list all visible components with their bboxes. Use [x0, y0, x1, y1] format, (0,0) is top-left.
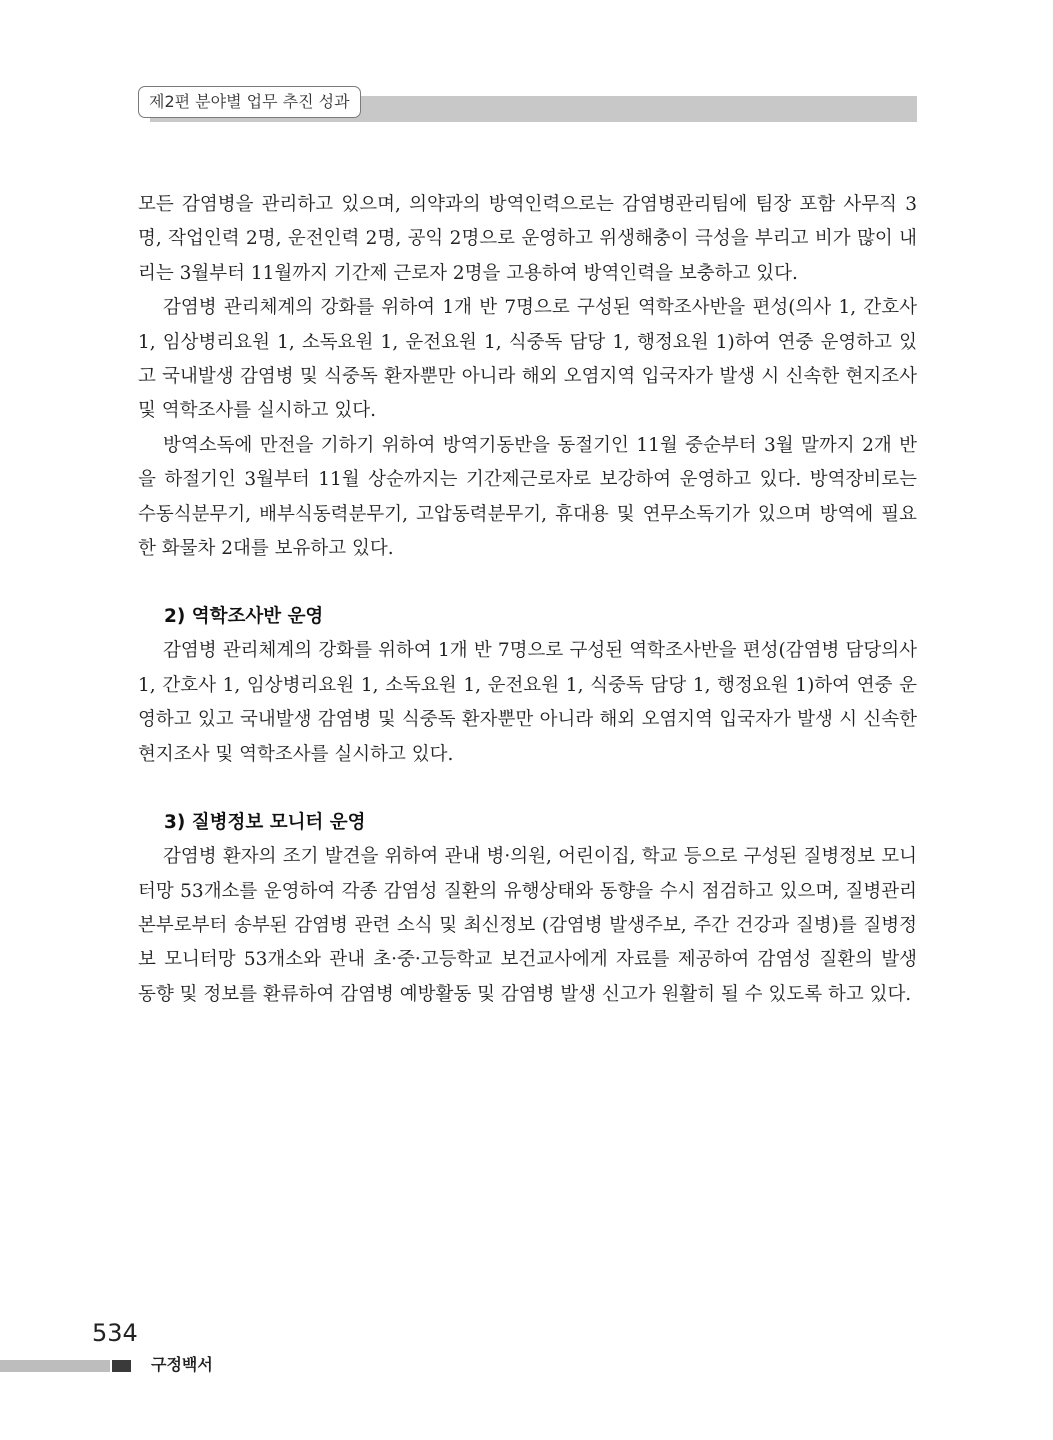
paragraph-4: 감염병 관리체계의 강화를 위하여 1개 반 7명으로 구성된 역학조사반을 편성(감염병 담당의사 1, 간호사 1, 임상병리요원 1, 소독요원 1, 운전요원 1, 식중독 담당 1, 행정요원 1)하여 연중 운영하고 있고 국내발생 감염병 및 식중독 환자뿐만 아니라 해외 오염지역 입국자가 발생 시 신속한 현지조사 및 역학조사를 실시하고 있다.: [138, 640, 917, 765]
paragraph-1: 모든 감염병을 관리하고 있으며, 의약과의 방역인력으로는 감염병관리팀에 팀장 포함 사무직 3명, 작업인력 2명, 운전인력 2명, 공익 2명으로 운영하고 위생해충이 극성을 부리고 비가 많이 내리는 3월부터 11월까지 기간제 근로자 2명을 고용하여 방역인력을 보충하고 있다.: [138, 194, 917, 284]
section-heading-3: 3) 질병정보 모니터 운영: [164, 812, 366, 834]
paragraph-5: 감염병 환자의 조기 발견을 위하여 관내 병·의원, 어린이집, 학교 등으로 구성된 질병정보 모니터망 53개소를 운영하여 각종 감염성 질환의 유행상태와 동향을 수시 점검하고 있으며, 질병관리본부로부터 송부된 감염병 관련 소식 및 최신정보 (감염병 발생주보, 주간 건강과 질병)를 질병정보 모니터망 53개소와 관내 초·중·고등학교 보건교사에게 자료를 제공하여 감염성 질환의 발생 동향 및 정보를 환류하여 감염병 예방활동 및 감염병 발생 신고가 원활히 될 수 있도록 하고 있다.: [138, 846, 917, 1005]
chapter-tab: 제2편 분야별 업무 추진 성과: [138, 86, 361, 118]
section-gap: [138, 772, 917, 806]
body-content: [138, 188, 917, 1012]
footer-block: [112, 1360, 131, 1372]
paragraph-2: 감염병 관리체계의 강화를 위하여 1개 반 7명으로 구성된 역학조사반을 편성(의사 1, 간호사 1, 임상병리요원 1, 소독요원 1, 운전요원 1, 식중독 담당 1, 행정요원 1)하여 연중 운영하고 있고 국내발생 감염병 및 식중독 환자뿐만 아니라 해외 오염지역 입국자가 발생 시 신속한 현지조사 및 역학조사를 실시하고 있다.: [138, 297, 917, 422]
footer-bar: [0, 1360, 110, 1372]
section-heading-2: 2) 역학조사반 운영: [164, 606, 324, 628]
paragraph-3: 방역소독에 만전을 기하기 위하여 방역기동반을 동절기인 11월 중순부터 3월 말까지 2개 반을 하절기인 3월부터 11월 상순까지는 기간제근로자로 보강하여 운영하고 있다. 방역장비로는 수동식분무기, 배부식동력분무기, 고압동력분무기, 휴대용 및 연무소독기가 있으며 방역에 필요한 화물차 2대를 보유하고 있다.: [138, 434, 917, 560]
page-number: 534: [92, 1319, 138, 1347]
book-title: 구정백서: [151, 1355, 213, 1374]
section-gap: [138, 566, 917, 600]
